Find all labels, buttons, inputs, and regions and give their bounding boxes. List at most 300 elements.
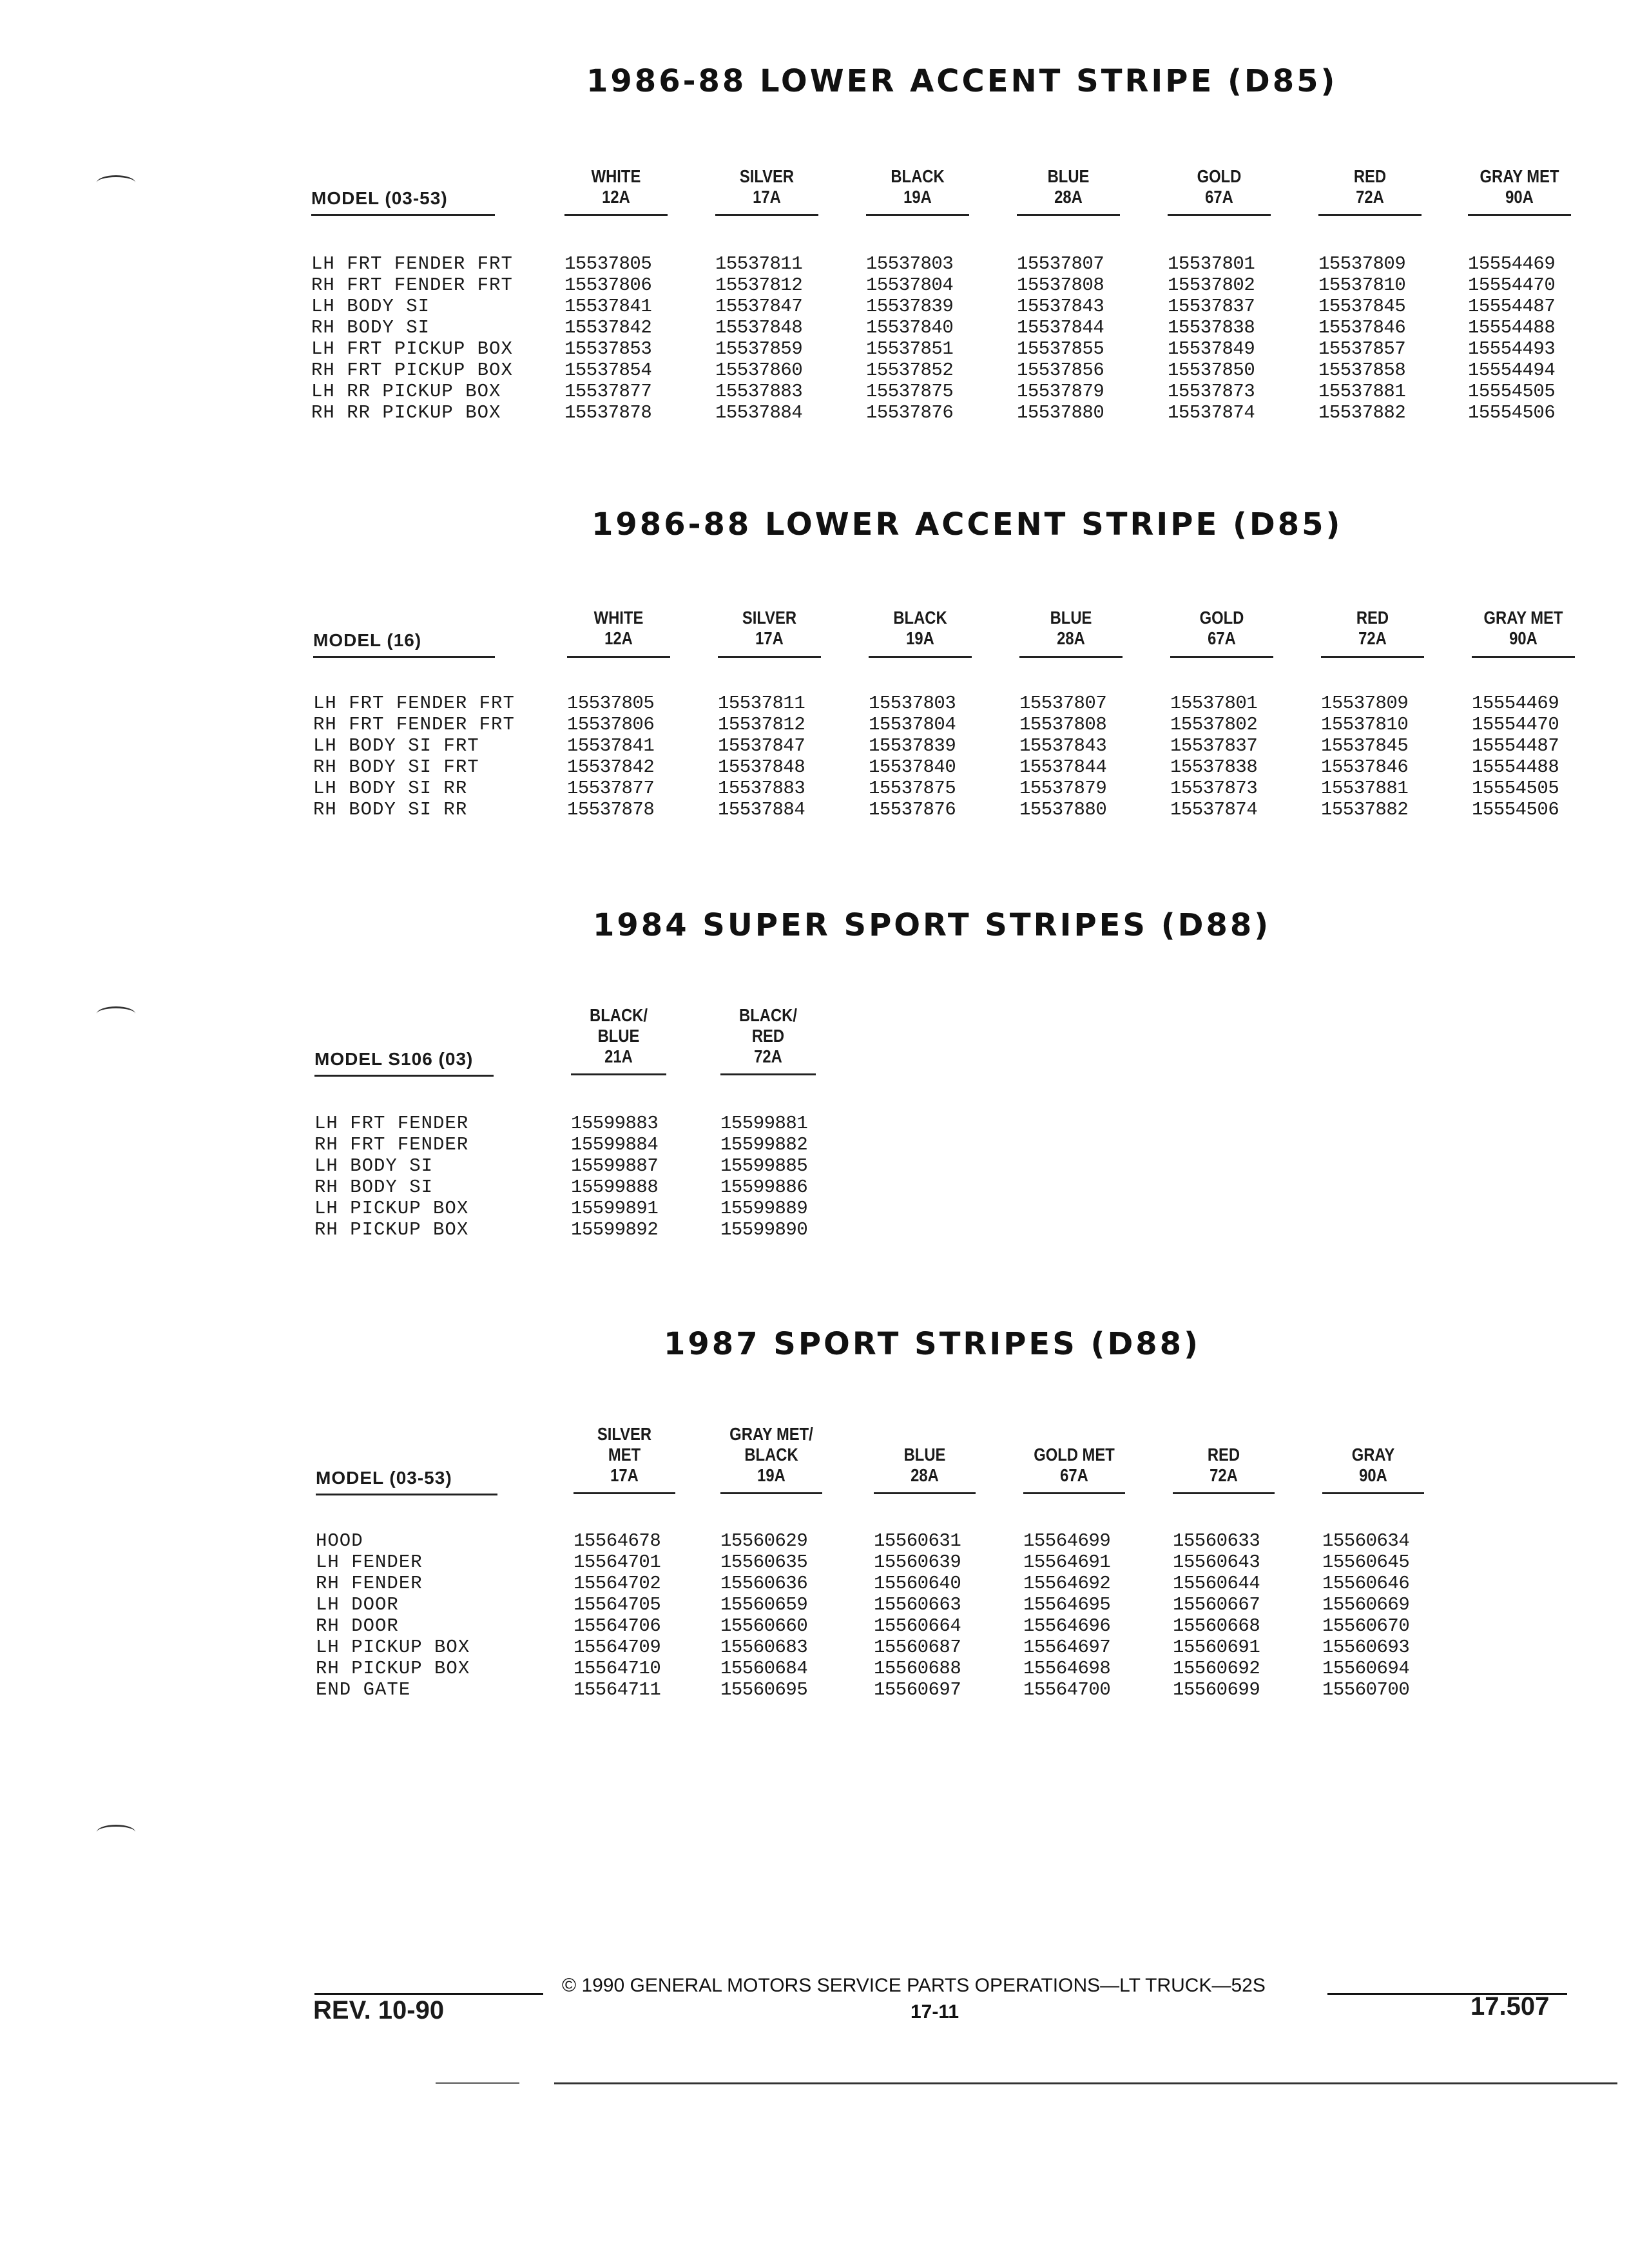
part-number-cell: 15537837 (1168, 296, 1255, 317)
column-header (876, 608, 964, 649)
column-header (728, 1424, 815, 1486)
part-number-cell: 15537854 (564, 360, 652, 381)
part-number-cell: 15599883 (571, 1113, 659, 1134)
part-number-cell: 15560688 (874, 1658, 961, 1679)
column-header (575, 608, 662, 649)
column-underline (571, 1073, 666, 1075)
part-number-cell: 15537883 (718, 778, 805, 799)
column-header (1175, 166, 1263, 207)
part-number-cell: 15537850 (1168, 360, 1255, 381)
part-number-cell: 15599887 (571, 1155, 659, 1177)
part-number-cell: 15537808 (1017, 274, 1104, 296)
part-number-cell: 15554506 (1468, 402, 1556, 423)
column-header (1480, 608, 1567, 649)
part-number-cell: 15537844 (1019, 756, 1107, 778)
part-number-cell: 15537811 (718, 693, 805, 714)
column-underline (869, 656, 972, 658)
row-label: RH FRT PICKUP BOX (311, 360, 513, 381)
column-underline (1321, 656, 1424, 658)
footer-copyright: © 1990 GENERAL MOTORS SERVICE PARTS OPERATIONS—LT TRUCK—52S (562, 1975, 1266, 1996)
page-number: 17.507 (1470, 1992, 1550, 2021)
column-underline (718, 656, 821, 658)
part-number-cell: 15564709 (574, 1637, 661, 1658)
part-number-cell: 15537803 (866, 253, 954, 274)
row-label: RH FENDER (316, 1573, 423, 1594)
part-number-cell: 15537851 (866, 338, 954, 360)
part-number-cell: 15560691 (1173, 1637, 1260, 1658)
column-header-line: 21A (604, 1046, 633, 1066)
part-number-cell: 15537877 (567, 778, 655, 799)
part-number-cell: 15599888 (571, 1177, 659, 1198)
row-label: LH BODY SI FRT (313, 735, 479, 756)
column-header-line: 17A (610, 1465, 639, 1485)
part-number-cell: 15560635 (720, 1552, 808, 1573)
part-number-cell: 15564711 (574, 1679, 661, 1700)
column-header-line: BLACK (891, 166, 945, 186)
column-header-line: BLACK/ (739, 1005, 797, 1025)
part-number-cell: 15537809 (1318, 253, 1406, 274)
part-number-cell: 15537844 (1017, 317, 1104, 338)
row-label: LH FRT FENDER FRT (311, 253, 513, 274)
part-number-cell: 15560684 (720, 1658, 808, 1679)
model-label: MODEL (03-53) (316, 1468, 452, 1488)
part-number-cell: 15564700 (1023, 1679, 1111, 1700)
column-header-line: GRAY MET (1483, 608, 1563, 628)
column-header-line: 28A (911, 1465, 939, 1485)
part-number-cell: 15537807 (1017, 253, 1104, 274)
column-header-line: 28A (1057, 628, 1085, 648)
part-number-cell: 15599885 (720, 1155, 808, 1177)
column-header (723, 166, 811, 207)
part-number-cell: 15537848 (715, 317, 803, 338)
part-number-cell: 15560694 (1322, 1658, 1410, 1679)
column-header-line: BLUE (597, 1026, 640, 1046)
section-title: 1986-88 LOWER ACCENT STRIPE (D85) (586, 63, 1338, 99)
margin-mark (97, 1825, 135, 1840)
column-header (882, 1445, 968, 1486)
part-number-cell: 15537882 (1321, 799, 1409, 820)
part-number-cell: 15537858 (1318, 360, 1406, 381)
part-number-cell: 15554493 (1468, 338, 1556, 360)
part-number-cell: 15560634 (1322, 1530, 1410, 1552)
column-header (1178, 608, 1266, 649)
row-label: LH BODY SI (311, 296, 430, 317)
section-title: 1986-88 LOWER ACCENT STRIPE (D85) (592, 506, 1343, 543)
part-number-cell: 15564696 (1023, 1615, 1111, 1637)
model-label: MODEL (16) (313, 630, 422, 650)
part-number-cell: 15564695 (1023, 1594, 1111, 1615)
column-header-line: 90A (1359, 1465, 1387, 1485)
column-header (728, 1005, 809, 1067)
part-number-cell: 15554488 (1472, 756, 1559, 778)
part-number-cell: 15537806 (564, 274, 652, 296)
model-label: MODEL S106 (03) (314, 1049, 474, 1069)
column-header-line: 72A (754, 1046, 782, 1066)
column-header-line: 19A (906, 628, 934, 648)
part-number-cell: 15537852 (866, 360, 954, 381)
part-number-cell: 15537879 (1019, 778, 1107, 799)
column-header-line: BLACK (893, 608, 947, 628)
part-number-cell: 15537841 (567, 735, 655, 756)
part-number-cell: 15599881 (720, 1113, 808, 1134)
part-number-cell: 15537803 (869, 693, 956, 714)
column-header (1027, 608, 1115, 649)
part-number-cell: 15537801 (1170, 693, 1258, 714)
part-number-cell: 15537812 (715, 274, 803, 296)
part-number-cell: 15554488 (1468, 317, 1556, 338)
part-number-cell: 15599886 (720, 1177, 808, 1198)
column-underline (1318, 214, 1422, 216)
part-number-cell: 15537873 (1170, 778, 1258, 799)
column-underline (1019, 656, 1123, 658)
part-number-cell: 15564701 (574, 1552, 661, 1573)
footer-bottom-rule-short (436, 2082, 519, 2084)
part-number-cell: 15564698 (1023, 1658, 1111, 1679)
part-number-cell: 15537879 (1017, 381, 1104, 402)
column-header-line: GOLD MET (1034, 1445, 1115, 1465)
header-underline (316, 1494, 497, 1495)
part-number-cell: 15537842 (567, 756, 655, 778)
part-number-cell: 15564692 (1023, 1573, 1111, 1594)
part-number-cell: 15560644 (1173, 1573, 1260, 1594)
column-header (1031, 1445, 1117, 1486)
part-number-cell: 15537810 (1321, 714, 1409, 735)
part-number-cell: 15599892 (571, 1219, 659, 1240)
column-header (572, 166, 660, 207)
part-number-cell: 15560636 (720, 1573, 808, 1594)
margin-mark (97, 1006, 135, 1021)
part-number-cell: 15564678 (574, 1530, 661, 1552)
row-label: END GATE (316, 1679, 411, 1700)
column-header-line: 90A (1505, 187, 1534, 207)
center-page-number: 17-11 (911, 2001, 959, 2023)
column-header-line: MET (608, 1445, 641, 1465)
part-number-cell: 15560697 (874, 1679, 961, 1700)
part-number-cell: 15560695 (720, 1679, 808, 1700)
row-label: RH RR PICKUP BOX (311, 402, 501, 423)
part-number-cell: 15560683 (720, 1637, 808, 1658)
part-number-cell: 15537845 (1318, 296, 1406, 317)
part-number-cell: 15537874 (1168, 402, 1255, 423)
column-header-line: WHITE (593, 608, 644, 628)
part-number-cell: 15537843 (1019, 735, 1107, 756)
column-header (726, 608, 813, 649)
column-header-line: RED (1353, 166, 1387, 186)
column-underline (1322, 1492, 1424, 1494)
column-header-line: BLUE (1047, 166, 1090, 186)
column-header-line: 72A (1358, 628, 1387, 648)
part-number-cell: 15537874 (1170, 799, 1258, 820)
part-number-cell: 15537882 (1318, 402, 1406, 423)
column-header (1025, 166, 1112, 207)
header-underline (311, 214, 495, 216)
part-number-cell: 15537837 (1170, 735, 1258, 756)
column-header (874, 166, 961, 207)
part-number-cell: 15537838 (1170, 756, 1258, 778)
column-underline (574, 1492, 675, 1494)
part-number-cell: 15560700 (1322, 1679, 1410, 1700)
column-header-line: 12A (604, 628, 633, 648)
part-number-cell: 15554487 (1472, 735, 1559, 756)
row-label: LH FRT FENDER (314, 1113, 469, 1134)
part-number-cell: 15554470 (1468, 274, 1556, 296)
column-header-line: GOLD (1197, 166, 1242, 186)
row-label: LH BODY SI (314, 1155, 434, 1177)
column-underline (866, 214, 969, 216)
column-header-line: SILVER (597, 1424, 652, 1444)
row-label: LH BODY SI RR (313, 778, 468, 799)
part-number-cell: 15537884 (718, 799, 805, 820)
part-number-cell: 15599891 (571, 1198, 659, 1219)
header-underline (314, 1075, 494, 1077)
part-number-cell: 15537876 (869, 799, 956, 820)
row-label: RH PICKUP BOX (316, 1658, 470, 1679)
column-header-line: SILVER (739, 166, 795, 186)
row-label: LH PICKUP BOX (314, 1198, 469, 1219)
part-number-cell: 15537880 (1017, 402, 1104, 423)
part-number-cell: 15537878 (564, 402, 652, 423)
section-title: 1984 SUPER SPORT STRIPES (D88) (593, 907, 1271, 943)
part-number-cell: 15560669 (1322, 1594, 1410, 1615)
column-underline (720, 1073, 816, 1075)
part-number-cell: 15560663 (874, 1594, 961, 1615)
column-header-line: 67A (1208, 628, 1236, 648)
column-underline (564, 214, 668, 216)
column-header-line: WHITE (591, 166, 641, 186)
row-label: RH FRT FENDER FRT (311, 274, 513, 296)
column-header-line: RED (751, 1026, 785, 1046)
row-label: RH BODY SI RR (313, 799, 468, 820)
part-number-cell: 15537802 (1170, 714, 1258, 735)
column-header (578, 1005, 659, 1067)
part-number-cell: 15554494 (1468, 360, 1556, 381)
part-number-cell: 15537878 (567, 799, 655, 820)
part-number-cell: 15537856 (1017, 360, 1104, 381)
column-header (581, 1424, 668, 1486)
part-number-cell: 15537841 (564, 296, 652, 317)
part-number-cell: 15537839 (866, 296, 954, 317)
part-number-cell: 15537848 (718, 756, 805, 778)
column-underline (874, 1492, 976, 1494)
column-header-line: GRAY MET/ (729, 1424, 813, 1444)
part-number-cell: 15537875 (869, 778, 956, 799)
column-underline (1472, 656, 1575, 658)
part-number-cell: 15560629 (720, 1530, 808, 1552)
part-number-cell: 15537808 (1019, 714, 1107, 735)
part-number-cell: 15537859 (715, 338, 803, 360)
part-number-cell: 15537843 (1017, 296, 1104, 317)
part-number-cell: 15554506 (1472, 799, 1559, 820)
part-number-cell: 15554469 (1468, 253, 1556, 274)
part-number-cell: 15560639 (874, 1552, 961, 1573)
part-number-cell: 15537849 (1168, 338, 1255, 360)
part-number-cell: 15560631 (874, 1530, 961, 1552)
column-header-line: BLACK (744, 1445, 798, 1465)
part-number-cell: 15560692 (1173, 1658, 1260, 1679)
column-header-line: 90A (1509, 628, 1537, 648)
part-number-cell: 15599890 (720, 1219, 808, 1240)
column-header (1476, 166, 1563, 207)
row-label: RH BODY SI (311, 317, 430, 338)
part-number-cell: 15564691 (1023, 1552, 1111, 1573)
part-number-cell: 15537811 (715, 253, 803, 274)
row-label: RH PICKUP BOX (314, 1219, 469, 1240)
part-number-cell: 15564710 (574, 1658, 661, 1679)
column-header-line: 19A (757, 1465, 786, 1485)
part-number-cell: 15537804 (869, 714, 956, 735)
part-number-cell: 15560646 (1322, 1573, 1410, 1594)
part-number-cell: 15599884 (571, 1134, 659, 1155)
column-underline (1017, 214, 1120, 216)
part-number-cell: 15560687 (874, 1637, 961, 1658)
part-number-cell: 15560670 (1322, 1615, 1410, 1637)
column-header-line: 72A (1356, 187, 1384, 207)
part-number-cell: 15537840 (869, 756, 956, 778)
part-number-cell: 15537842 (564, 317, 652, 338)
column-header-line: GRAY (1351, 1445, 1395, 1465)
part-number-cell: 15560645 (1322, 1552, 1410, 1573)
model-label: MODEL (03-53) (311, 188, 448, 208)
column-header (1330, 1445, 1416, 1486)
row-label: LH FRT PICKUP BOX (311, 338, 513, 360)
row-label: RH FRT FENDER FRT (313, 714, 515, 735)
header-underline (313, 656, 495, 658)
part-number-cell: 15560667 (1173, 1594, 1260, 1615)
part-number-cell: 15537846 (1318, 317, 1406, 338)
part-number-cell: 15537847 (718, 735, 805, 756)
part-number-cell: 15564699 (1023, 1530, 1111, 1552)
part-number-cell: 15537840 (866, 317, 954, 338)
part-number-cell: 15537853 (564, 338, 652, 360)
column-underline (1468, 214, 1571, 216)
part-number-cell: 15554470 (1472, 714, 1559, 735)
row-label: LH DOOR (316, 1594, 399, 1615)
column-header-line: 17A (753, 187, 781, 207)
part-number-cell: 15537804 (866, 274, 954, 296)
section-title: 1987 SPORT STRIPES (D88) (664, 1326, 1201, 1362)
revision-date: REV. 10-90 (313, 1996, 445, 2024)
part-number-cell: 15554469 (1472, 693, 1559, 714)
part-number-cell: 15537846 (1321, 756, 1409, 778)
part-number-cell: 15554487 (1468, 296, 1556, 317)
part-number-cell: 15537880 (1019, 799, 1107, 820)
column-header (1326, 166, 1414, 207)
part-number-cell: 15560664 (874, 1615, 961, 1637)
part-number-cell: 15537881 (1318, 381, 1406, 402)
part-number-cell: 15537802 (1168, 274, 1255, 296)
row-label: HOOD (316, 1530, 363, 1552)
part-number-cell: 15537845 (1321, 735, 1409, 756)
column-header-line: 17A (755, 628, 784, 648)
column-underline (1173, 1492, 1275, 1494)
column-header-line: 67A (1205, 187, 1233, 207)
column-header-line: BLACK/ (590, 1005, 648, 1025)
part-number-cell: 15537838 (1168, 317, 1255, 338)
column-header-line: 19A (903, 187, 932, 207)
part-number-cell: 15537876 (866, 402, 954, 423)
part-number-cell: 15537855 (1017, 338, 1104, 360)
part-number-cell: 15560633 (1173, 1530, 1260, 1552)
column-underline (567, 656, 670, 658)
part-number-cell: 15537812 (718, 714, 805, 735)
part-number-cell: 15564697 (1023, 1637, 1111, 1658)
column-underline (720, 1492, 822, 1494)
column-header-line: 12A (602, 187, 630, 207)
part-number-cell: 15537860 (715, 360, 803, 381)
column-header (1329, 608, 1416, 649)
column-header-line: BLUE (1050, 608, 1092, 628)
row-label: LH RR PICKUP BOX (311, 381, 501, 402)
row-label: RH DOOR (316, 1615, 399, 1637)
row-label: RH FRT FENDER (314, 1134, 469, 1155)
part-number-cell: 15554505 (1468, 381, 1556, 402)
part-number-cell: 15537810 (1318, 274, 1406, 296)
part-number-cell: 15564702 (574, 1573, 661, 1594)
part-number-cell: 15537847 (715, 296, 803, 317)
column-header-line: 28A (1054, 187, 1083, 207)
column-header-line: GOLD (1199, 608, 1244, 628)
part-number-cell: 15537807 (1019, 693, 1107, 714)
row-label: LH PICKUP BOX (316, 1637, 470, 1658)
column-header-line: SILVER (742, 608, 797, 628)
part-number-cell: 15599889 (720, 1198, 808, 1219)
column-header-line: RED (1207, 1445, 1240, 1465)
part-number-cell: 15537809 (1321, 693, 1409, 714)
part-number-cell: 15560660 (720, 1615, 808, 1637)
part-number-cell: 15537801 (1168, 253, 1255, 274)
margin-mark (97, 175, 135, 190)
part-number-cell: 15537884 (715, 402, 803, 423)
part-number-cell: 15537839 (869, 735, 956, 756)
column-header (1181, 1445, 1267, 1486)
part-number-cell: 15537873 (1168, 381, 1255, 402)
column-header-line: 72A (1210, 1465, 1238, 1485)
part-number-cell: 15537883 (715, 381, 803, 402)
column-underline (715, 214, 818, 216)
column-header-line: 67A (1060, 1465, 1088, 1485)
column-header-line: BLUE (903, 1445, 946, 1465)
column-underline (1023, 1492, 1125, 1494)
part-number-cell: 15537881 (1321, 778, 1409, 799)
part-number-cell: 15537806 (567, 714, 655, 735)
part-number-cell: 15560699 (1173, 1679, 1260, 1700)
part-number-cell: 15537805 (567, 693, 655, 714)
column-underline (1168, 214, 1271, 216)
part-number-cell: 15560659 (720, 1594, 808, 1615)
row-label: RH BODY SI FRT (313, 756, 479, 778)
part-number-cell: 15564706 (574, 1615, 661, 1637)
row-label: LH FENDER (316, 1552, 423, 1573)
part-number-cell: 15537875 (866, 381, 954, 402)
part-number-cell: 15564705 (574, 1594, 661, 1615)
part-number-cell: 15537877 (564, 381, 652, 402)
row-label: RH BODY SI (314, 1177, 434, 1198)
part-number-cell: 15554505 (1472, 778, 1559, 799)
part-number-cell: 15560668 (1173, 1615, 1260, 1637)
footer-bottom-rule (554, 2082, 1617, 2084)
column-underline (1170, 656, 1273, 658)
part-number-cell: 15599882 (720, 1134, 808, 1155)
column-header-line: RED (1356, 608, 1389, 628)
part-number-cell: 15537805 (564, 253, 652, 274)
part-number-cell: 15560640 (874, 1573, 961, 1594)
footer-rule-left (314, 1993, 543, 1995)
column-header-line: GRAY MET (1480, 166, 1559, 186)
part-number-cell: 15560693 (1322, 1637, 1410, 1658)
row-label: LH FRT FENDER FRT (313, 693, 515, 714)
part-number-cell: 15560643 (1173, 1552, 1260, 1573)
part-number-cell: 15537857 (1318, 338, 1406, 360)
